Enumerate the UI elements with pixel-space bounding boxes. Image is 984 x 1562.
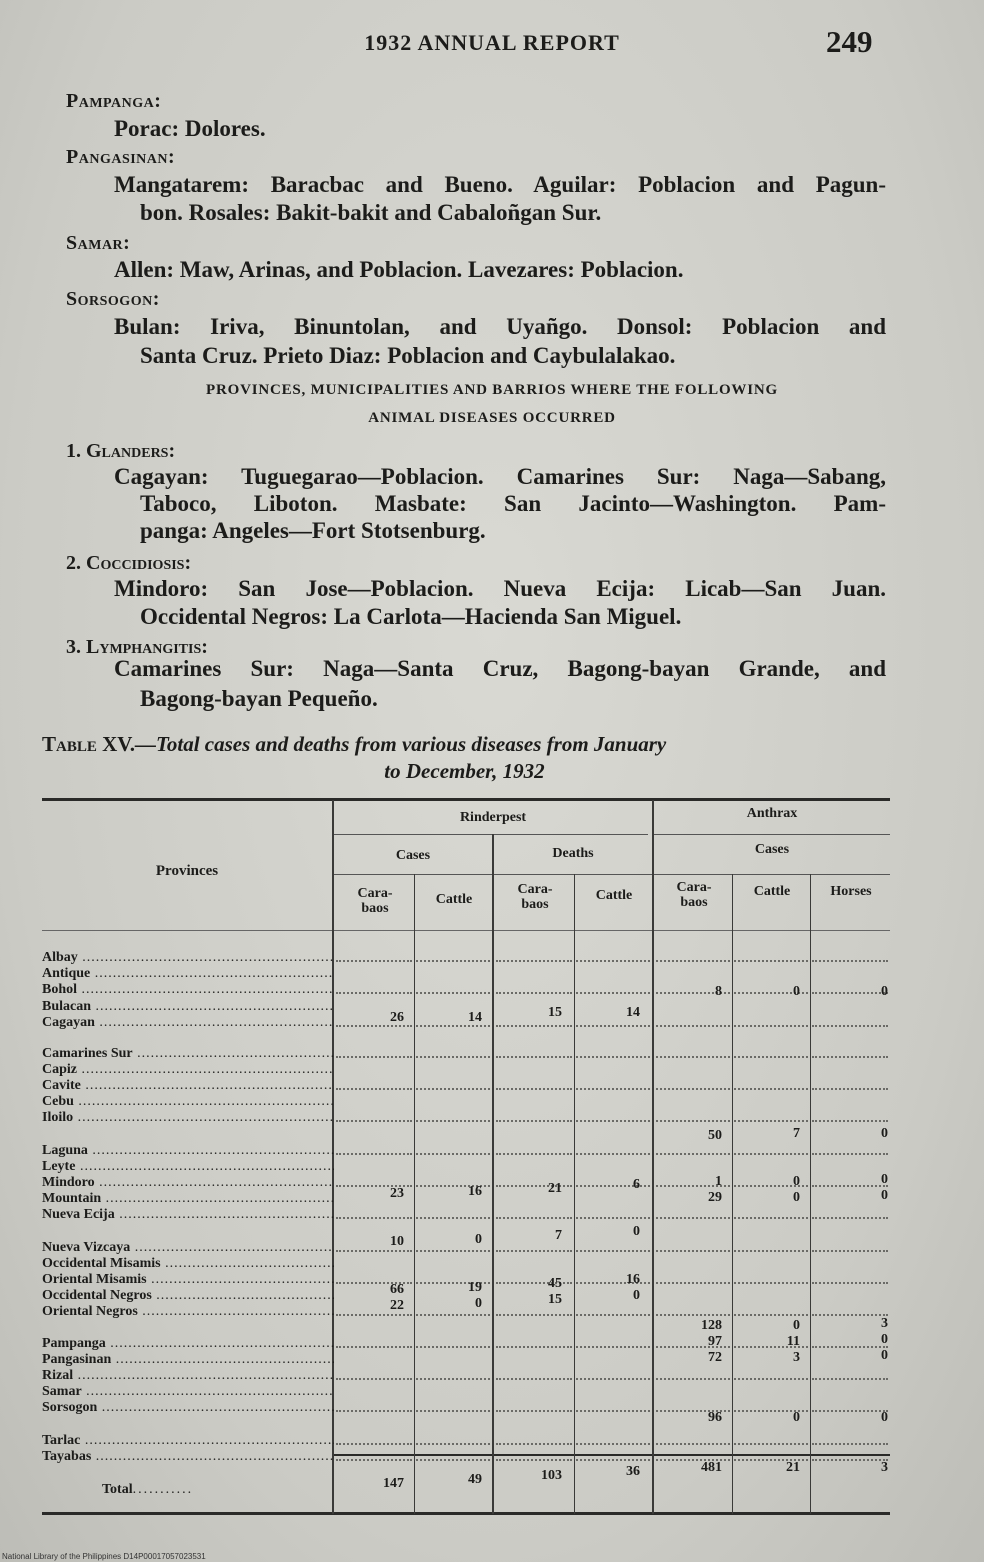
section-heading-line1: PROVINCES, MUNICIPALITIES AND BARRIOS WHERE THE FOLLOWING <box>206 382 778 398</box>
column-divider <box>574 874 575 1514</box>
dotted-leader <box>496 1078 572 1090</box>
table-cell-value: 11 <box>786 1334 800 1349</box>
col-header-cattle: Cattle <box>753 884 791 899</box>
dotted-leader <box>496 950 572 962</box>
dotted-leader <box>812 1304 888 1316</box>
municipality-line: Porac: Dolores. <box>114 116 266 141</box>
dotted-leader <box>734 1240 808 1252</box>
dotted-leader <box>416 982 490 994</box>
table-cell-value: 15 <box>548 1005 562 1020</box>
table-cell-value: 23 <box>390 1186 404 1201</box>
municipality-line: bon. Rosales: Bakit-bakit and Cabaloñgan Sur. <box>140 200 602 225</box>
total-value: 3 <box>881 1460 888 1475</box>
col-subgroup-deaths: Deaths <box>552 846 594 861</box>
dotted-leader <box>336 1046 412 1058</box>
dotted-leader <box>734 950 808 962</box>
province-row-label: Nueva Ecija ..... <box>42 1207 334 1223</box>
dotted-leader <box>656 1272 730 1284</box>
header-bottom-rule <box>42 930 890 931</box>
table-cell-value: 21 <box>548 1181 562 1196</box>
dotted-leader <box>416 1368 490 1380</box>
table-cell-value: 0 <box>881 1126 888 1141</box>
col-subgroup-cases: Cases <box>395 848 431 863</box>
dotted-leader <box>576 1433 650 1445</box>
dotted-leader <box>812 1207 888 1219</box>
dotted-leader <box>656 1207 730 1219</box>
total-value: 147 <box>383 1476 404 1491</box>
table-caption-text: —Total cases and deaths from various diseases from January <box>134 732 667 756</box>
province-heading: Pangasinan: <box>66 146 176 168</box>
dotted-leader <box>576 1304 650 1316</box>
table-cell-value: 0 <box>633 1288 640 1303</box>
table-cell-value: 0 <box>793 1190 800 1205</box>
disease-location-line: Taboco, Liboton. Masbate: San Jacinto—Washington. Pam- <box>140 491 886 516</box>
municipality-line: Mangatarem: Baracbac and Bueno. Aguilar: Poblacion and Pagun- <box>114 172 886 197</box>
col-group-rinderpest: Rinderpest <box>459 810 527 825</box>
province-row-label: Mindoro ..... <box>42 1175 334 1191</box>
dotted-leader <box>416 1433 490 1445</box>
province-row-label: Iloilo ..... <box>42 1110 334 1126</box>
col-subgroup-anthrax-cases: Cases <box>754 842 790 857</box>
dotted-leader <box>734 1046 808 1058</box>
dotted-leader <box>734 1078 808 1090</box>
table-cell-value: 0 <box>881 1348 888 1363</box>
disease-location-line: Cagayan: Tuguegarao—Poblacion. Camarines Sur: Naga—Sabang, <box>114 464 886 489</box>
dotted-leader <box>576 1046 650 1058</box>
province-row-label: Nueva Vizcaya ..... <box>42 1240 334 1256</box>
municipality-line: Allen: Maw, Arinas, and Poblacion. Lavezares: Poblacion. <box>114 257 684 282</box>
page-header-title: 1932 ANNUAL REPORT <box>364 30 620 55</box>
province-row-label: Laguna ..... <box>42 1143 334 1159</box>
province-row-label: Bohol ..... <box>42 982 334 998</box>
col-group-anthrax: Anthrax <box>746 806 798 821</box>
column-divider <box>652 800 654 1514</box>
section-heading-line2: ANIMAL DISEASES OCCURRED <box>368 410 616 426</box>
total-row-label: Total........... <box>102 1482 194 1497</box>
table-cell-value: 0 <box>881 1410 888 1425</box>
dotted-leader <box>576 1336 650 1348</box>
table-cell-value: 14 <box>626 1005 640 1020</box>
dotted-leader <box>496 1207 572 1219</box>
dotted-leader <box>656 1078 730 1090</box>
table-cell-value: 3 <box>881 1316 888 1331</box>
col-header-provinces: Provinces <box>155 863 219 879</box>
total-value: 36 <box>626 1464 640 1479</box>
table-cell-value: 96 <box>708 1410 722 1425</box>
dotted-leader <box>496 1110 572 1122</box>
province-row-label: Tayabas ..... <box>42 1449 334 1465</box>
province-row-label: Cebu ..... <box>42 1094 334 1110</box>
table-cell-value: 29 <box>708 1190 722 1205</box>
dotted-leader <box>336 1143 412 1155</box>
dotted-leader <box>576 1078 650 1090</box>
col-header-horses: Horses <box>830 884 872 899</box>
disease-location-line: Camarines Sur: Naga—Santa Cruz, Bagong-bayan Grande, and <box>114 656 886 681</box>
dotted-leader <box>656 1143 730 1155</box>
table-cell-value: 22 <box>390 1298 404 1313</box>
dotted-leader <box>734 1110 808 1122</box>
province-heading: Sorsogon: <box>66 288 160 310</box>
dotted-leader <box>812 1015 888 1027</box>
table-cell-value: 0 <box>881 984 888 999</box>
table-caption-text: to December, 1932 <box>384 759 545 783</box>
table-cell-value: 97 <box>708 1334 722 1349</box>
dotted-leader <box>496 1433 572 1445</box>
dotted-leader <box>576 1449 650 1461</box>
province-row-label: Tarlac ..... <box>42 1433 334 1449</box>
dotted-leader <box>576 1207 650 1219</box>
dotted-leader <box>416 1143 490 1155</box>
province-row-label: Bulacan ..... <box>42 999 334 1015</box>
page-number: 249 <box>826 24 873 59</box>
dotted-leader <box>812 1240 888 1252</box>
dotted-leader <box>656 1304 730 1316</box>
table-cell-value: 0 <box>475 1296 482 1311</box>
dotted-leader <box>734 1433 808 1445</box>
dotted-leader <box>576 1143 650 1155</box>
dotted-leader <box>734 1304 808 1316</box>
dotted-leader <box>576 950 650 962</box>
province-row-label: Oriental Misamis ..... <box>42 1272 334 1288</box>
table-cell-value: 0 <box>633 1224 640 1239</box>
dotted-leader <box>336 1336 412 1348</box>
subgroup-rule <box>334 874 890 875</box>
dotted-leader <box>336 1449 412 1461</box>
column-divider <box>414 874 415 1514</box>
dotted-leader <box>812 1272 888 1284</box>
dotted-leader <box>496 1368 572 1380</box>
dotted-leader <box>416 950 490 962</box>
dotted-leader <box>496 1449 572 1461</box>
disease-location-line: Bagong-bayan Pequeño. <box>140 686 378 711</box>
dotted-leader <box>336 1078 412 1090</box>
table-cell-value: 128 <box>701 1318 722 1333</box>
disease-location-line: Occidental Negros: La Carlota—Hacienda San Miguel. <box>140 604 682 629</box>
table-cell-value: 1 <box>715 1174 722 1189</box>
dotted-leader <box>812 1046 888 1058</box>
table-cell-value: 45 <box>548 1276 562 1291</box>
col-header-carabaos: Cara- baos <box>517 882 553 912</box>
table-cell-value: 14 <box>468 1010 482 1025</box>
municipality-line: Santa Cruz. Prieto Diaz: Poblacion and Caybulalakao. <box>140 343 676 368</box>
dotted-leader <box>496 1143 572 1155</box>
dotted-leader <box>812 1078 888 1090</box>
table-cell-value: 0 <box>793 984 800 999</box>
table-cell-value: 7 <box>793 1126 800 1141</box>
table-cell-value: 6 <box>633 1177 640 1192</box>
dotted-leader <box>416 1336 490 1348</box>
province-row-label: Capiz ..... <box>42 1062 334 1078</box>
dotted-leader <box>416 1400 490 1412</box>
dotted-leader <box>734 1143 808 1155</box>
dotted-leader <box>416 1078 490 1090</box>
table-cell-value: 0 <box>475 1232 482 1247</box>
table-cell-value: 26 <box>390 1010 404 1025</box>
total-value: 21 <box>786 1460 800 1475</box>
table-bottom-rule <box>42 1512 890 1515</box>
province-row-label: Albay ..... <box>42 950 334 966</box>
disease-location-line: Mindoro: San Jose—Poblacion. Nueva Ecija: Licab—San Juan. <box>114 576 886 601</box>
dotted-leader <box>812 1368 888 1380</box>
disease-title: 2. Coccidiosis: <box>66 552 192 574</box>
dotted-leader <box>496 1046 572 1058</box>
total-value: 49 <box>468 1472 482 1487</box>
dotted-leader <box>416 1207 490 1219</box>
dotted-leader <box>812 1143 888 1155</box>
dotted-leader <box>336 1368 412 1380</box>
dotted-leader <box>576 1368 650 1380</box>
province-heading: Samar: <box>66 232 131 254</box>
dotted-leader <box>656 1015 730 1027</box>
col-header-cattle: Cattle <box>435 892 473 907</box>
col-header-carabaos: Cara- baos <box>676 880 712 910</box>
table-cell-value: 16 <box>626 1272 640 1287</box>
dotted-leader <box>496 1336 572 1348</box>
province-row-label: Oriental Negros ..... <box>42 1304 334 1320</box>
province-heading: Pampanga: <box>66 90 162 112</box>
dotted-leader <box>576 1400 650 1412</box>
dotted-leader <box>656 1110 730 1122</box>
dotted-leader <box>656 1046 730 1058</box>
table-cell-value: 50 <box>708 1128 722 1143</box>
table-cell-value: 0 <box>881 1172 888 1187</box>
column-divider <box>810 874 811 1514</box>
table-cell-value: 19 <box>468 1280 482 1295</box>
table-cell-value: 3 <box>793 1350 800 1365</box>
dotted-leader <box>336 1433 412 1445</box>
province-row-label: Samar ..... <box>42 1384 334 1400</box>
dotted-leader <box>656 1368 730 1380</box>
dotted-leader <box>734 1272 808 1284</box>
table-cell-value: 8 <box>715 984 722 999</box>
disease-title: 1. Glanders: <box>66 440 176 462</box>
anthrax-group-rule <box>654 834 890 835</box>
province-row-label: Mountain ..... <box>42 1191 334 1207</box>
province-row-label: Occidental Negros ..... <box>42 1288 334 1304</box>
table-cell-value: 7 <box>555 1228 562 1243</box>
dotted-leader <box>656 1240 730 1252</box>
province-row-label: Cagayan ..... <box>42 1015 334 1031</box>
dotted-leader <box>336 1207 412 1219</box>
table-cell-value: 0 <box>793 1318 800 1333</box>
disease-location-line: panga: Angeles—Fort Stotsenburg. <box>140 518 486 543</box>
province-row-label: Cavite ..... <box>42 1078 334 1094</box>
dotted-leader <box>734 1015 808 1027</box>
dotted-leader <box>496 1400 572 1412</box>
dotted-leader <box>336 1110 412 1122</box>
total-label: Total <box>102 1482 133 1497</box>
dotted-leader <box>812 950 888 962</box>
column-divider <box>732 874 733 1514</box>
dotted-leader <box>656 950 730 962</box>
dotted-leader <box>812 1433 888 1445</box>
province-row-label: Leyte ..... <box>42 1159 334 1175</box>
total-value: 103 <box>541 1468 562 1483</box>
dotted-leader <box>576 982 650 994</box>
dotted-leader <box>812 1110 888 1122</box>
table-cell-value: 0 <box>881 1332 888 1347</box>
province-row-label: Camarines Sur ..... <box>42 1046 334 1062</box>
dotted-leader <box>336 1400 412 1412</box>
total-value: 481 <box>701 1460 722 1475</box>
table-cell-value: 10 <box>390 1234 404 1249</box>
dotted-leader <box>336 950 412 962</box>
table-cell-value: 15 <box>548 1292 562 1307</box>
municipality-line: Bulan: Iriva, Binuntolan, and Uyañgo. Donsol: Poblacion and <box>114 314 886 339</box>
table-cell-value: 72 <box>708 1350 722 1365</box>
table-caption-label: Table XV. <box>42 732 135 756</box>
dotted-leader <box>576 1240 650 1252</box>
province-row-label: Rizal ..... <box>42 1368 334 1384</box>
province-row-label: Antique ..... <box>42 966 334 982</box>
table-cell-value: 0 <box>881 1188 888 1203</box>
table-caption-continued <box>42 759 887 784</box>
disease-table <box>42 790 890 1530</box>
scan-footer-note: National Library of the Philippines D14P00017057023531 <box>2 1552 206 1561</box>
dotted-leader <box>416 1449 490 1461</box>
dotted-leader <box>496 982 572 994</box>
col-header-cattle: Cattle <box>595 888 633 903</box>
dotted-leader <box>336 982 412 994</box>
province-row-label: Pangasinan ..... <box>42 1352 334 1368</box>
dotted-leader <box>656 1433 730 1445</box>
rinderpest-group-rule <box>334 834 648 835</box>
col-header-carabaos: Cara- baos <box>357 886 393 916</box>
column-divider <box>492 834 494 1514</box>
table-caption <box>42 732 887 757</box>
dotted-leader <box>734 1207 808 1219</box>
table-cell-value: 0 <box>793 1174 800 1189</box>
dotted-leader <box>576 1110 650 1122</box>
dotted-leader <box>734 1368 808 1380</box>
province-row-label: Occidental Misamis ..... <box>42 1256 334 1272</box>
dotted-leader <box>416 1110 490 1122</box>
table-cell-value: 0 <box>793 1410 800 1425</box>
table-top-rule <box>42 798 890 801</box>
table-cell-value: 66 <box>390 1282 404 1297</box>
table-cell-value: 16 <box>468 1184 482 1199</box>
province-row-label: Pampanga ..... <box>42 1336 334 1352</box>
province-row-label: Sorsogon ..... <box>42 1400 334 1416</box>
disease-title: 3. Lymphangitis: <box>66 636 208 658</box>
dotted-leader <box>416 1046 490 1058</box>
